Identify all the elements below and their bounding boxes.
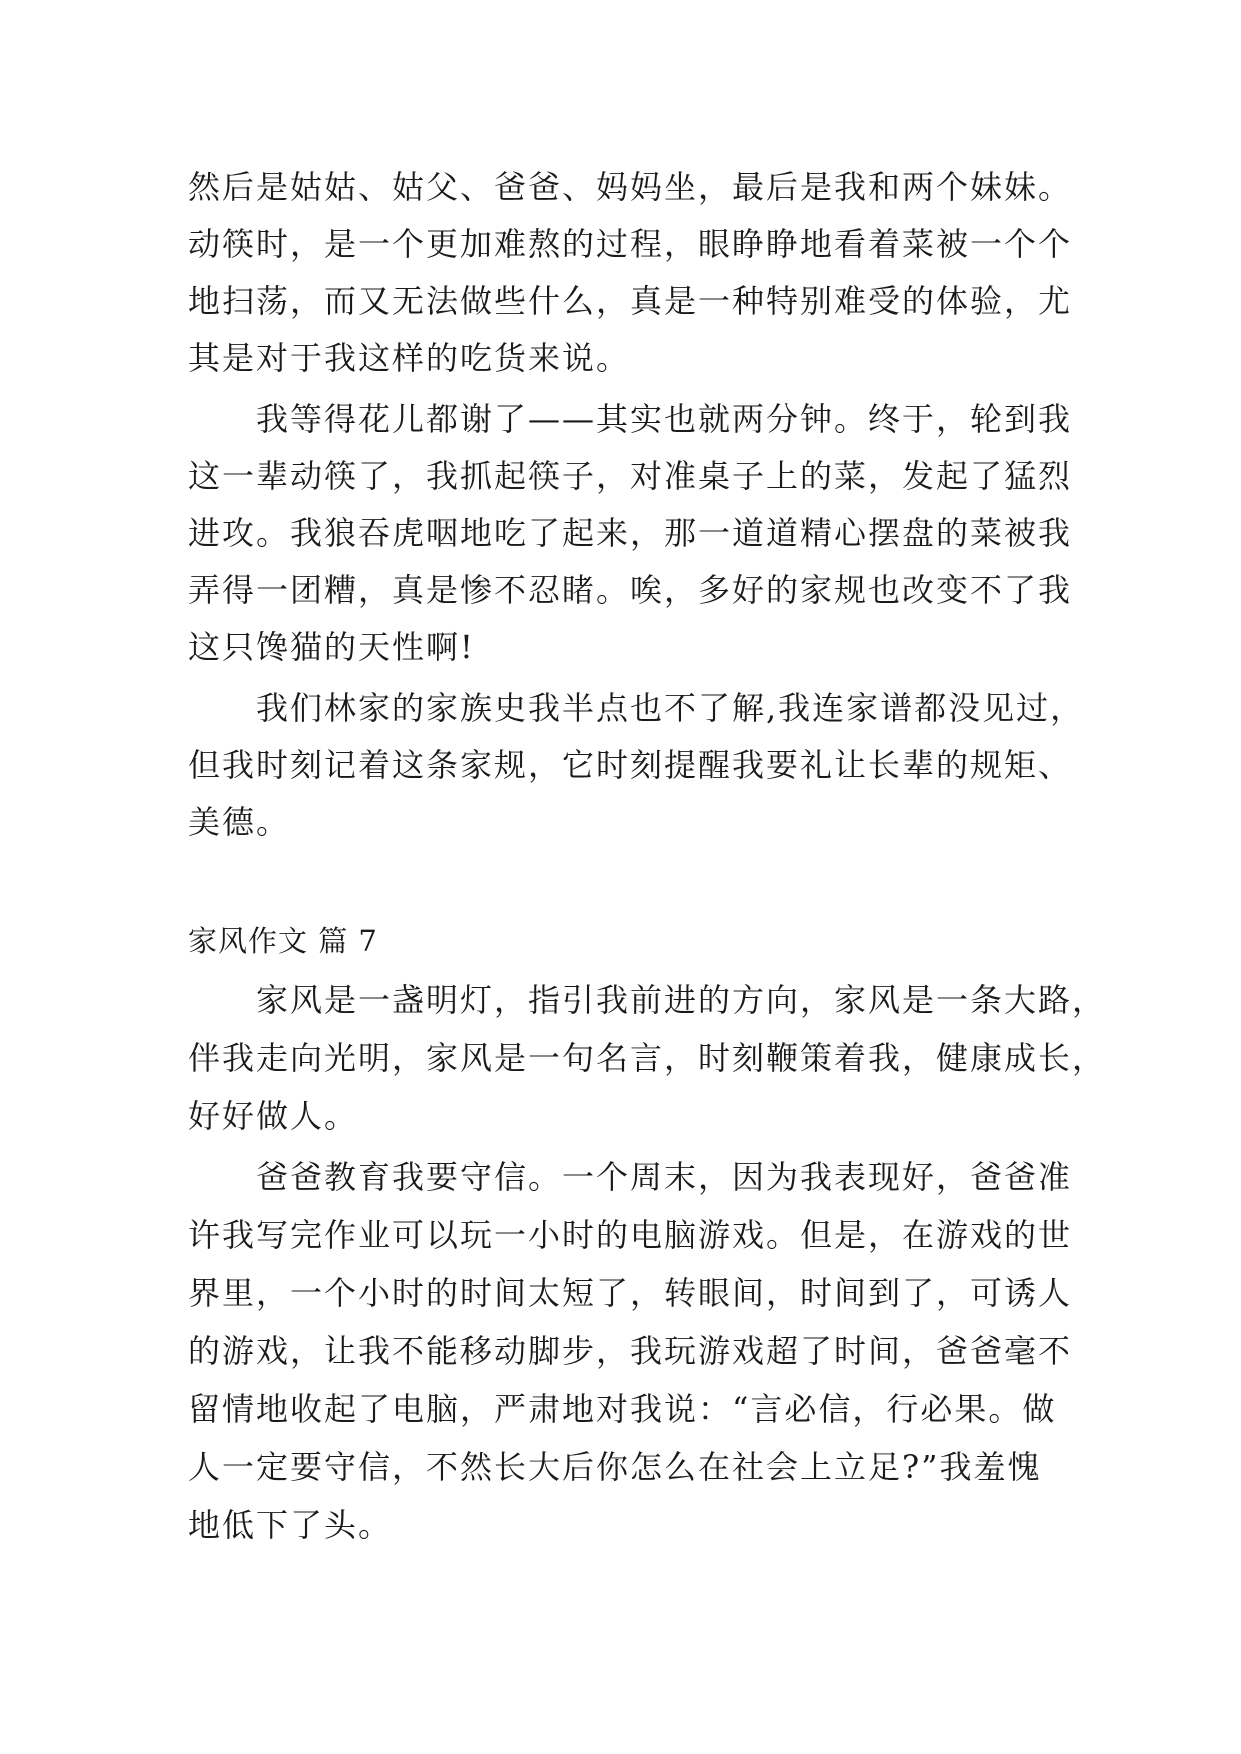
text-line: 我们林家的家族史我半点也不了解,我连家谱都没见过， <box>188 689 1085 727</box>
text-line: 地低下了头。 <box>188 1506 393 1544</box>
text-line: 我等得花儿都谢了——其实也就两分钟。终于，轮到我 <box>188 400 1073 438</box>
text-line: 家风是一盏明灯，指引我前进的方向，家风是一条大路， <box>188 981 1107 1019</box>
text-line: 地扫荡，而又无法做些什么，真是一种特别难受的体验，尤 <box>188 282 1073 320</box>
text-line: 留情地收起了电脑，严肃地对我说：“言必信，行必果。做 <box>188 1390 1057 1428</box>
section-heading: 家风作文 篇 7 <box>188 924 378 958</box>
text-line: 弄得一团糟，真是惨不忍睹。唉，多好的家规也改变不了我 <box>188 571 1073 609</box>
text-line: 界里，一个小时的时间太短了，转眼间，时间到了，可诱人 <box>188 1274 1073 1312</box>
text-line: 动筷时，是一个更加难熬的过程，眼睁睁地看着菜被一个个 <box>188 225 1073 263</box>
text-line: 这一辈动筷了，我抓起筷子，对准桌子上的菜，发起了猛烈 <box>188 457 1073 495</box>
text-line: 许我写完作业可以玩一小时的电脑游戏。但是，在游戏的世 <box>188 1216 1073 1254</box>
text-line: 其是对于我这样的吃货来说。 <box>188 339 631 377</box>
text-line: 爸爸教育我要守信。一个周末，因为我表现好，爸爸准 <box>188 1158 1073 1196</box>
text-line: 美德。 <box>188 803 291 841</box>
text-line: 好好做人。 <box>188 1097 359 1135</box>
text-line: 然后是姑姑、姑父、爸爸、妈妈坐，最后是我和两个妹妹。 <box>188 168 1073 206</box>
text-line: 但我时刻记着这条家规，它时刻提醒我要礼让长辈的规矩、 <box>188 746 1073 784</box>
text-line: 这只馋猫的天性啊! <box>188 628 475 666</box>
text-line: 进攻。我狼吞虎咽地吃了起来，那一道道精心摆盘的菜被我 <box>188 514 1073 552</box>
text-line: 人一定要守信，不然长大后你怎么在社会上立足?”我羞愧 <box>188 1448 1042 1486</box>
text-line: 的游戏，让我不能移动脚步，我玩游戏超了时间，爸爸毫不 <box>188 1332 1073 1370</box>
text-line: 伴我走向光明，家风是一句名言，时刻鞭策着我，健康成长， <box>188 1039 1107 1077</box>
